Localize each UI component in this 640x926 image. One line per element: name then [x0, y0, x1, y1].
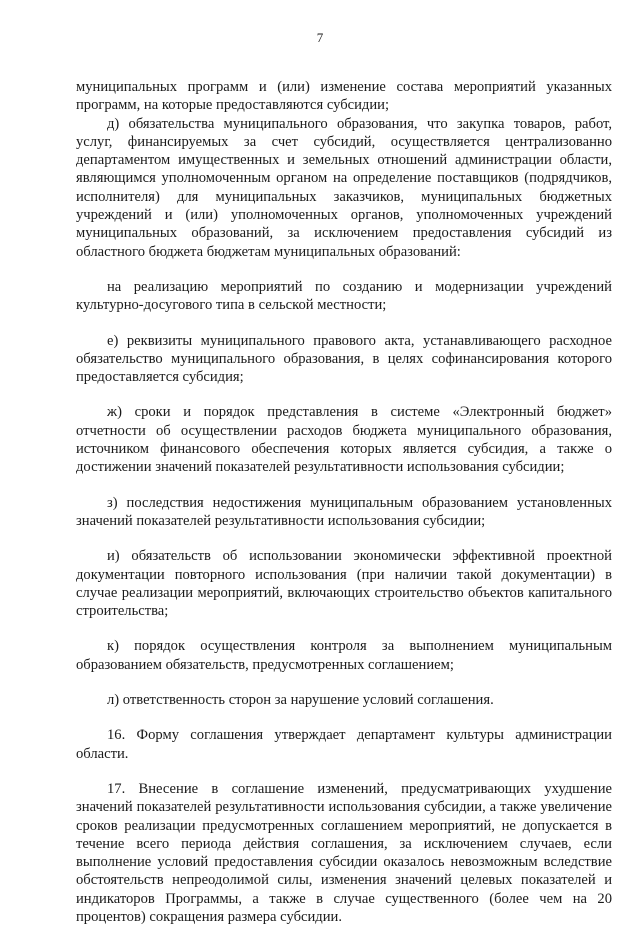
paragraph-z: з) последствия недостижения муниципальным образованием установленных значений показателей результативности использования субсидии; — [76, 494, 612, 529]
paragraph-zh: ж) сроки и порядок представления в системе «Электронный бюджет» отчетности об осуществлении расходов бюджета муниципального образования, источником финансового обеспечения которых является субсидия, а также о достижении значений показателей результативности использования субсидии; — [76, 404, 612, 476]
paragraph-17: 17. Внесение в соглашение изменений, предусматривающих ухудшение значений показателей результативности использования субсидии, а также увеличение сроков реализации предусмотренных соглашением мероприятий, не допускается в течение всего периода действия соглашения, за исключением случаев, если выполнение условий предоставления субсидии оказалось невозможным вследствие обстоятельств непреодолимой силы, изменения значений целевых показателей и индикаторов Программы, а также в случае существенного (более чем на 20 процентов) сокращения размера субсидии. — [76, 780, 612, 925]
paragraph-l: л) ответственность сторон за нарушение условий соглашения. — [107, 692, 494, 709]
paragraph-continuation: муниципальных программ и (или) изменение состава мероприятий указанных программ, на которые предоставляются субсидии; — [76, 79, 612, 114]
paragraph-16: 16. Форму соглашения утверждает департамент культуры администрации области. — [76, 727, 612, 762]
paragraph-d: д) обязательства муниципального образования, что закупка товаров, работ, услуг, финансируемых за счет субсидий, осуществляется централизованно департаментом имущественных и земельных отношений администрации области, являющимся уполномоченным органом на определение поставщиков (подрядчиков, исполнителя) для муниципальных заказчиков, муниципальных бюджетных учреждений и (или) уполномоченных органов, уполномоченных учреждений муниципальных образований, за исключением предоставления субсидий из областного бюджета бюджетам муниципальных образований: — [76, 115, 612, 260]
page-number: 7 — [316, 30, 324, 45]
paragraph-i: и) обязательств об использовании экономически эффективной проектной документации повторного использования (при наличии такой документации) в случае реализации мероприятий, включающих строительство объектов капитального строительства; — [76, 548, 612, 620]
paragraph-k: к) порядок осуществления контроля за выполнением муниципальным образованием обязательств, предусмотренных соглашением; — [76, 638, 612, 673]
paragraph-e: е) реквизиты муниципального правового акта, устанавливающего расходное обязательство муниципального образования, в целях софинансирования которого предоставляется субсидия; — [76, 332, 612, 386]
paragraph-d-item: на реализацию мероприятий по созданию и модернизации учреждений культурно-досугового типа в сельской местности; — [76, 278, 612, 314]
document-body — [76, 78, 612, 926]
